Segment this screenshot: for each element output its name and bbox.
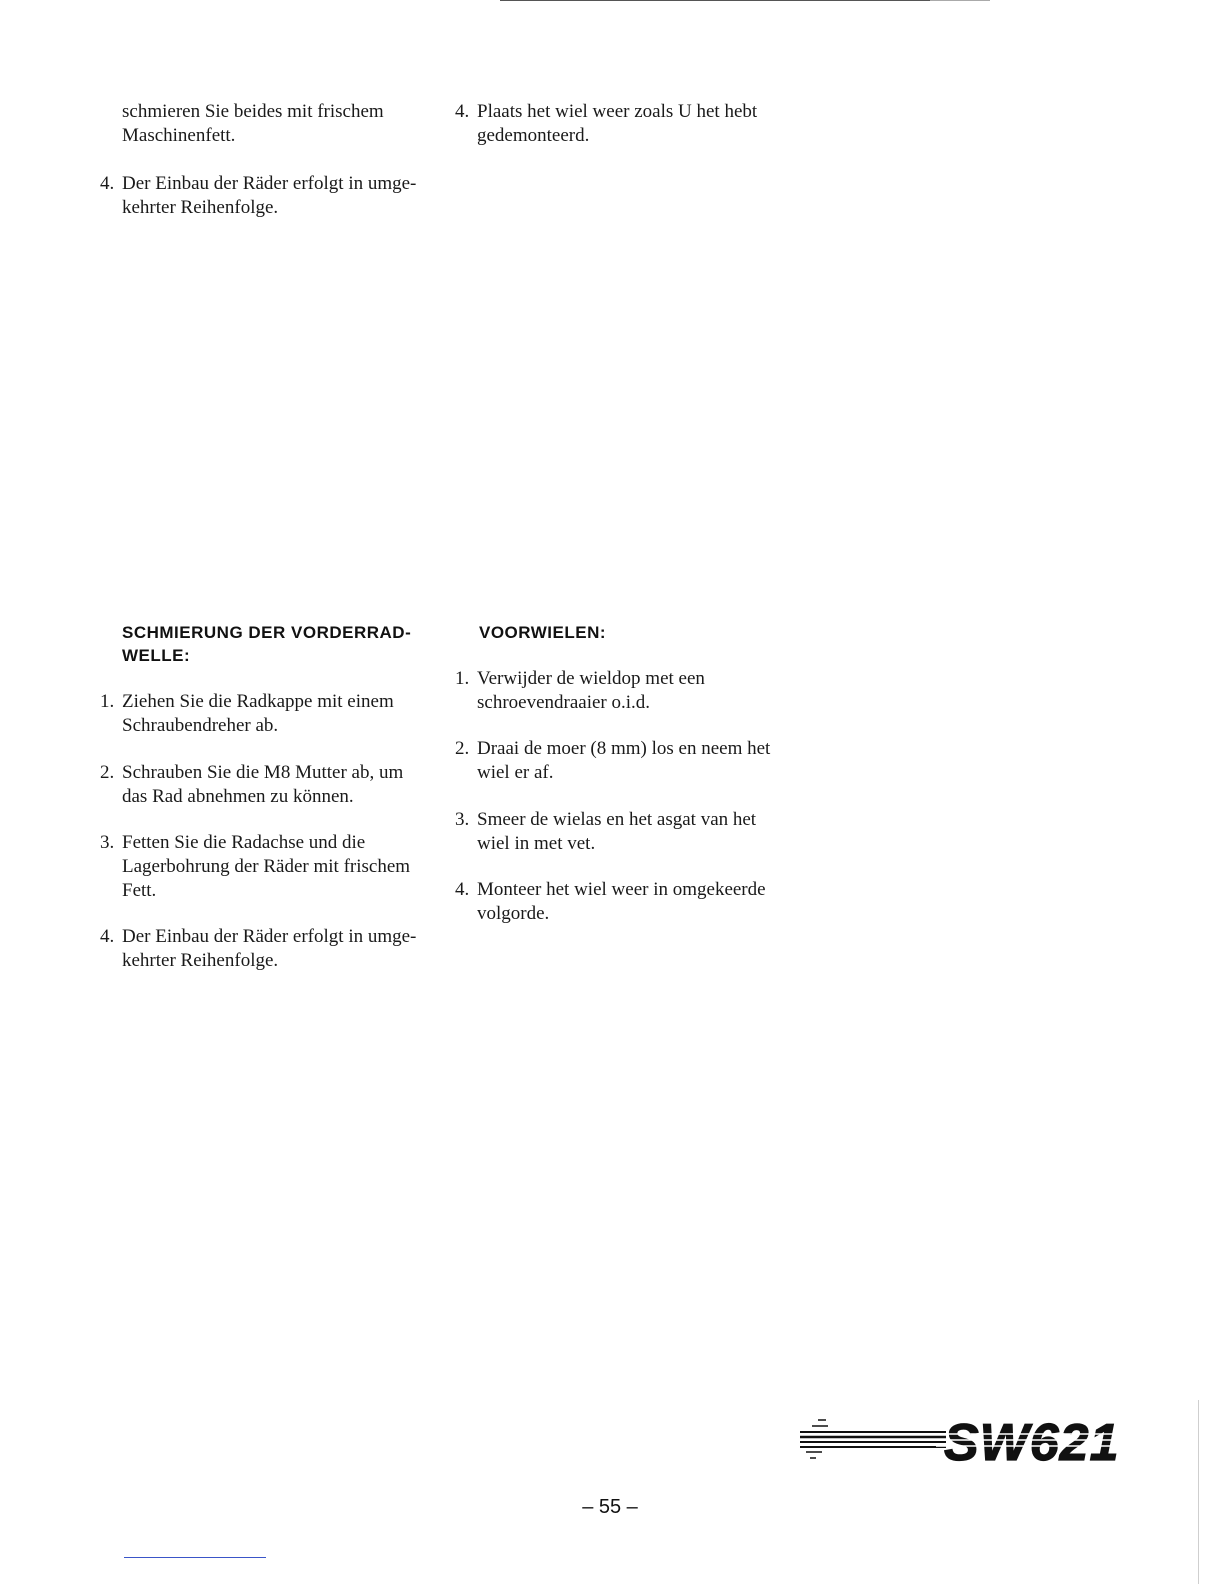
section-heading-nl: VOORWIELEN: — [479, 623, 607, 642]
step-number: 4. — [455, 101, 470, 122]
heading-line: WELLE: — [122, 646, 191, 665]
step-number: 4. — [455, 879, 470, 900]
speed-lines — [800, 1420, 946, 1458]
page-number: – 55 – — [582, 1496, 638, 1518]
step-text: kehrter Reihenfolge. — [122, 197, 279, 218]
german-top-continuation — [100, 100, 432, 148]
step-text: Schrauben Sie die M8 Mutter ab, um — [122, 762, 404, 783]
step-text: Draai de moer (8 mm) los en neem het — [477, 738, 771, 759]
step-number: 3. — [455, 809, 470, 830]
step-text: Verwijder de wieldop met een — [477, 668, 705, 689]
german-top-step-4 — [100, 172, 432, 220]
scan-edge-line — [930, 0, 990, 1]
dutch-top-step-4 — [455, 100, 787, 148]
text-line: Maschinenfett. — [122, 125, 236, 146]
step-text: wiel in met vet. — [477, 833, 596, 854]
step-number: 2. — [100, 762, 115, 783]
step-text: Schraubendreher ab. — [122, 715, 279, 736]
step-text: Fetten Sie die Radachse und die — [122, 832, 366, 853]
step-text: schroevendraaier o.i.d. — [477, 692, 651, 713]
step-text: wiel er af. — [477, 762, 554, 783]
section-heading-de — [122, 621, 442, 667]
logo-text: SW621 — [944, 1414, 1120, 1472]
step-text: kehrter Reihenfolge. — [122, 950, 279, 971]
step-text: Ziehen Sie die Radkappe mit einem — [122, 691, 394, 712]
step-text: Plaats het wiel weer zoals U het hebt — [477, 101, 758, 122]
step-text: Monteer het wiel weer in omgekeerde — [477, 879, 766, 900]
scan-right-edge — [1198, 1400, 1199, 1584]
step-text: Fett. — [122, 880, 157, 901]
step-text: Smeer de wielas en het asgat van het — [477, 809, 757, 830]
step-text: volgorde. — [477, 903, 550, 924]
dutch-step-3 — [455, 808, 787, 856]
step-text: das Rad abnehmen zu können. — [122, 786, 354, 807]
step-number: 1. — [455, 668, 470, 689]
step-text: Der Einbau der Räder erfolgt in umge- — [122, 926, 417, 947]
step-number: 4. — [100, 926, 115, 947]
german-step-2 — [100, 761, 432, 809]
step-number: 3. — [100, 832, 115, 853]
scan-bottom-line — [124, 1557, 266, 1558]
step-text: gedemonteerd. — [477, 125, 590, 146]
dutch-step-4 — [455, 878, 787, 926]
step-number: 1. — [100, 691, 115, 712]
german-step-3 — [100, 831, 432, 903]
text-line: schmieren Sie beides mit frischem — [122, 101, 384, 122]
step-text: Der Einbau der Räder erfolgt in umge- — [122, 173, 417, 194]
scan-edge-line — [500, 0, 930, 1]
step-text: Lagerbohrung der Räder mit frischem — [122, 856, 411, 877]
german-step-4 — [100, 925, 432, 973]
german-step-1 — [100, 690, 432, 738]
sw621-logo — [796, 1402, 1156, 1474]
dutch-step-1 — [455, 667, 787, 715]
dutch-step-2 — [455, 737, 787, 785]
heading-line: SCHMIERUNG DER VORDERRAD- — [122, 623, 412, 642]
step-number: 4. — [100, 173, 115, 194]
step-number: 2. — [455, 738, 470, 759]
